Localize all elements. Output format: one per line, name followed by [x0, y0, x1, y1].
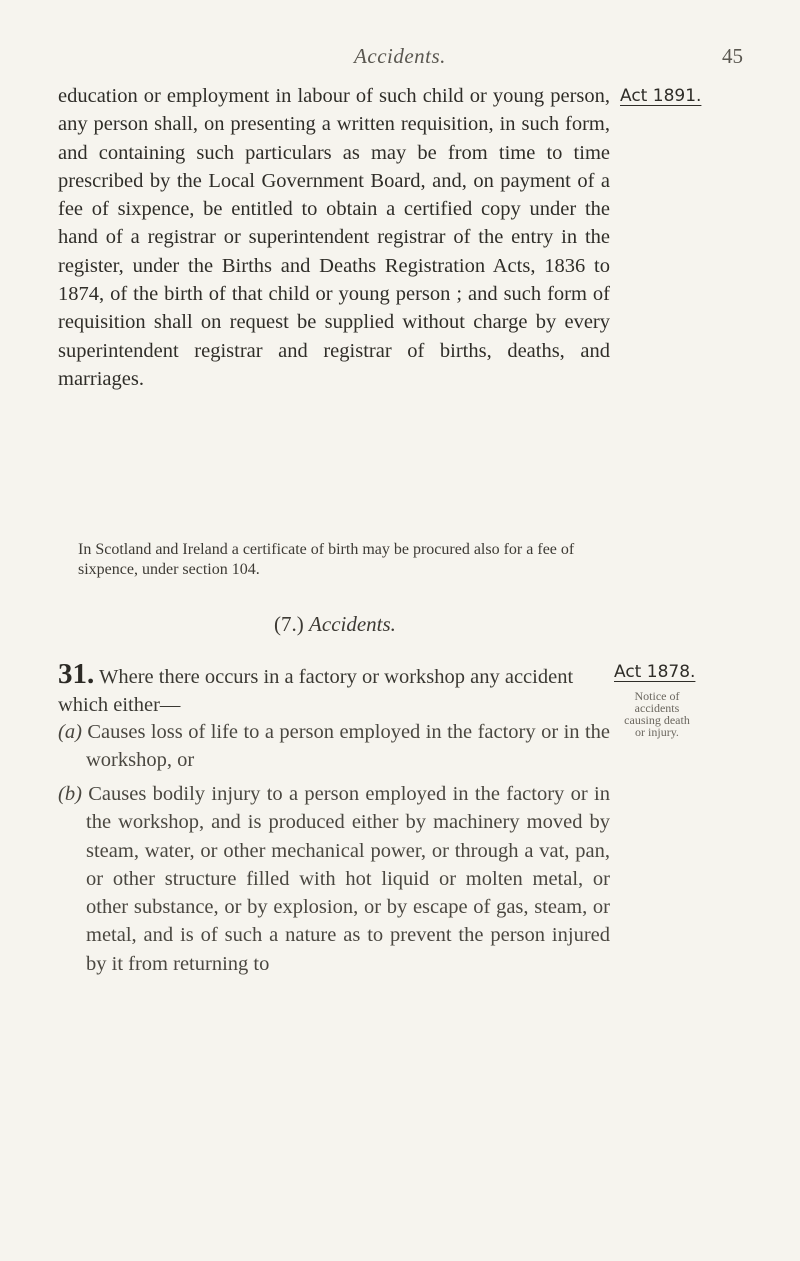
clause-a-label: (a)	[58, 721, 82, 743]
clause-a-text: Causes loss of life to a person employed in the factory or in the workshop, or	[86, 721, 610, 772]
page-number: 45	[722, 44, 743, 68]
clause-a	[58, 718, 610, 775]
clause-b-label: (b)	[58, 783, 82, 805]
section-intro-text: Where there occurs in a factory or workshop any accident which either—	[58, 666, 574, 717]
running-title: Accidents.	[354, 44, 446, 68]
clause-b	[58, 780, 610, 978]
clause-a-body	[58, 718, 610, 775]
body-paragraph: education or employment in labour of such child or young person, any person shall, on presenting a written requisition, in such form, and containing such particulars as may be from time to time prescribed by the Local Government Board, and, on payment of a fee of sixpence, be entitled to obtain a certified copy under the hand of a registrar or superintendent registrar of the entry in the register, under the Births and Deaths Registration Acts, 1836 to 1874, of the birth of that child or young person ; and such form of requisition shall on request be supplied without charge by every superintendent registrar and registrar of births, deaths, and marriages.	[58, 85, 610, 390]
clause-b-body	[58, 780, 610, 978]
margin-act-year-1891: Act 1891.	[620, 86, 702, 106]
margin-side-note: Notice of accidents causing death or injury.	[624, 689, 690, 739]
page-header	[0, 44, 800, 74]
footnote: In Scotland and Ireland a certificate of birth may be procured also for a fee of sixpence, under section 104.	[78, 541, 575, 578]
section-heading-title: Accidents.	[309, 612, 396, 636]
margin-act-year-1878: Act 1878.	[614, 662, 696, 682]
section-31-intro	[58, 660, 610, 720]
section-heading	[0, 612, 670, 637]
clause-b-text: Causes bodily injury to a person employed in the factory or in the workshop, and is produced either by machinery moved by steam, water, or other mechanical power, or through a vat, pan, or other structure filled with hot liquid or molten metal, or other substance, or by explosion, or by escape of gas, steam, or metal, and is of such a nature as to prevent the person injured by it from returning to	[86, 783, 611, 975]
section-heading-number: (7.)	[274, 612, 304, 636]
section-number: 31.	[58, 658, 95, 690]
